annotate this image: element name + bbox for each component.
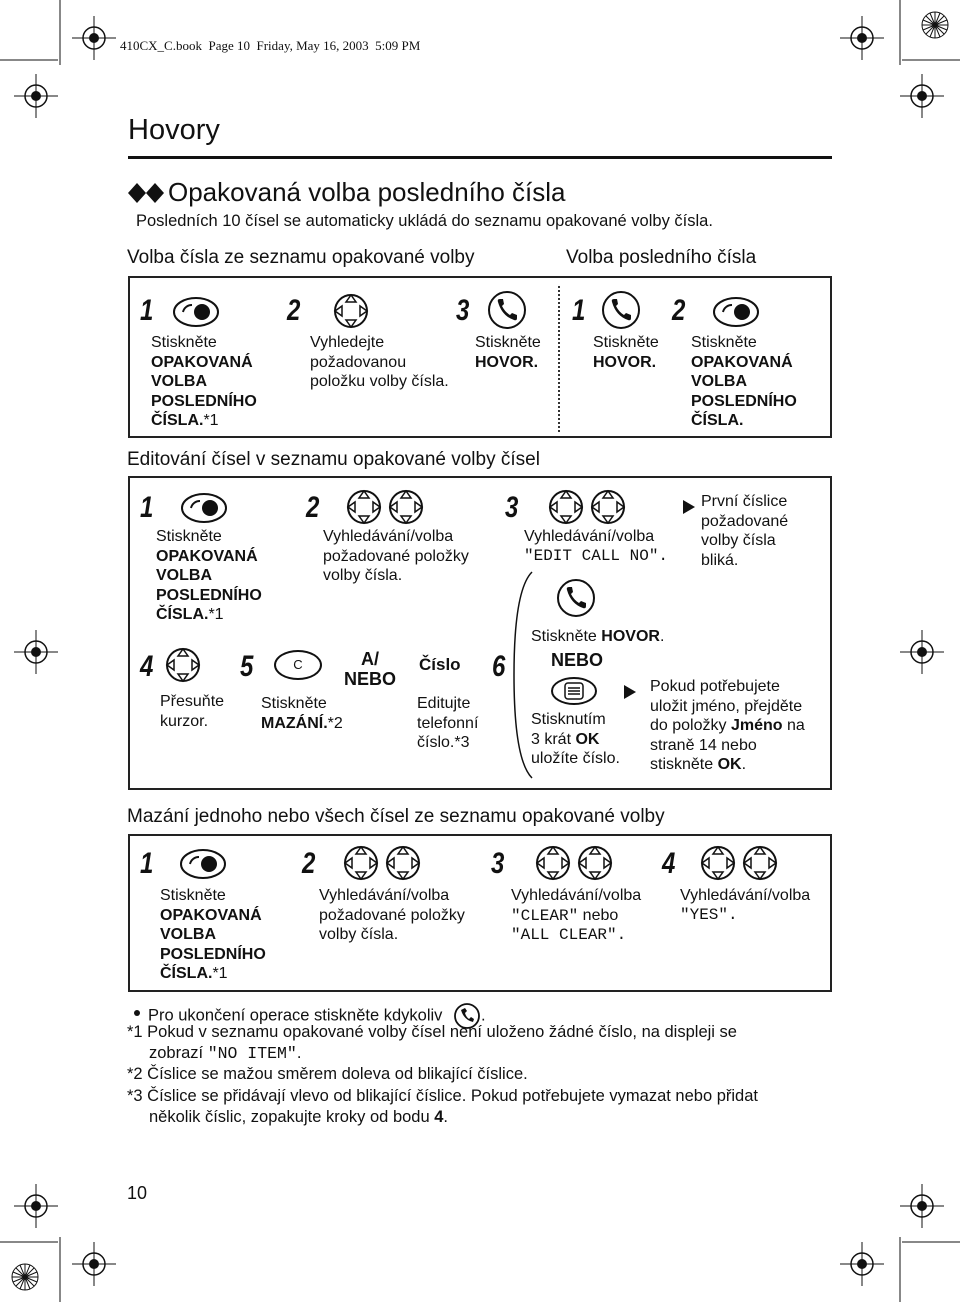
note-3: *3 Číslice se přidávají vlevo od blikající číslice. Pokud potřebujete vymazat nebo přidat několik číslic, zopakujte kroky od bodu 4.	[127, 1087, 758, 1126]
redial-icon	[180, 849, 228, 881]
navigator-icon	[742, 845, 780, 883]
section-intro: Posledních 10 čísel se automaticky ukládá do seznamu opakované volby čísla.	[136, 212, 713, 230]
step-text: Stiskněte OPAKOVANÁ VOLBA POSLEDNÍHO ČÍSLA.*1	[151, 334, 257, 429]
or-label: NEBO	[551, 650, 604, 670]
step-text: Stisknutím 3 krát OK uložíte číslo.	[531, 711, 620, 767]
or-nebo-label: NEBO	[344, 669, 397, 689]
navigator-icon	[333, 293, 371, 331]
talk-icon	[556, 578, 598, 620]
chapter-title: Hovory	[128, 114, 220, 146]
bullet-dot	[134, 1010, 140, 1016]
step-text: Stiskněte OPAKOVANÁ VOLBA POSLEDNÍHO ČÍSLA.	[691, 334, 797, 429]
note-bullet: Pro ukončení operace stiskněte kdykoliv .	[148, 1002, 486, 1030]
navigator-icon	[548, 489, 586, 527]
step-number: 4	[140, 650, 154, 683]
step-number: 1	[140, 294, 154, 327]
first-digit-note: První číslice požadované volby čísla bliká.	[701, 493, 789, 569]
navigator-icon	[385, 845, 423, 883]
talk-icon	[487, 290, 529, 332]
navigator-icon	[535, 845, 573, 883]
talk-icon	[601, 290, 643, 332]
step-text: Vyhledávání/volba požadované položky volby čísla.	[323, 528, 469, 584]
navigator-icon	[577, 845, 615, 883]
navigator-icon	[388, 489, 426, 527]
save-name-note: Pokud potřebujete uložit jméno, přejděte do položky Jméno na straně 14 nebo stiskněte OK.	[650, 678, 805, 773]
step-text: Vyhledávání/volba "EDIT CALL NO".	[524, 528, 669, 565]
step-number: 2	[306, 491, 320, 524]
note-2: *2 Číslice se mažou směrem doleva od blikající číslice.	[127, 1065, 528, 1083]
clear-key: C	[274, 650, 322, 680]
edit-heading: Editování čísel v seznamu opakované volby čísel	[127, 449, 540, 470]
number-label: Číslo	[419, 655, 461, 674]
step-number: 1	[572, 294, 586, 327]
step-number: 4	[662, 847, 676, 880]
step-text: Stiskněte OPAKOVANÁ VOLBA POSLEDNÍHO ČÍSLA.*1	[160, 887, 266, 982]
step-number: 2	[672, 294, 686, 327]
note-1: *1 Pokud v seznamu opakované volby čísel není uloženo žádné číslo, na displeji se zobrazí "NO ITEM".	[127, 1023, 737, 1063]
redial-icon	[181, 493, 229, 525]
page-number: 10	[127, 1183, 148, 1203]
step-number: 3	[456, 294, 470, 327]
redial-icon	[713, 297, 761, 329]
step-number: 1	[140, 847, 154, 880]
navigator-icon	[343, 845, 381, 883]
step-text: Stiskněte OPAKOVANÁ VOLBA POSLEDNÍHO ČÍSLA.*1	[156, 528, 262, 623]
book-header: 410CX_C.book Page 10 Friday, May 16, 2003 5:09 PM	[120, 38, 421, 53]
or-a-label: A/	[361, 649, 379, 669]
step-number: 2	[302, 847, 316, 880]
arrow-right-icon	[624, 685, 636, 699]
step-text: Vyhledávání/volba "CLEAR" nebo "ALL CLEAR".	[511, 887, 642, 944]
box-divider	[558, 286, 560, 432]
erase-heading: Mazání jednoho nebo všech čísel ze seznamu opakované volby	[127, 806, 665, 827]
step-number: 3	[505, 491, 519, 524]
press-talk-text: Stiskněte HOVOR.	[531, 628, 665, 645]
step-number: 3	[491, 847, 505, 880]
step-text: Vyhledávání/volba požadované položky volby čísla.	[319, 887, 465, 943]
step-number: 6	[492, 650, 506, 683]
step-text: Stiskněte HOVOR.	[593, 334, 659, 371]
navigator-icon	[700, 845, 738, 883]
step-text: Stiskněte MAZÁNÍ.*2	[261, 695, 343, 732]
redial-list-heading: Volba čísla ze seznamu opakované volby	[127, 247, 475, 268]
step-text: Stiskněte HOVOR.	[475, 334, 541, 371]
section-title: Opakovaná volba posledního čísla	[168, 177, 566, 207]
arrow-right-icon	[683, 500, 695, 514]
step-number: 2	[287, 294, 301, 327]
step-number: 5	[240, 650, 254, 683]
navigator-icon	[590, 489, 628, 527]
navigator-icon	[165, 647, 203, 685]
menu-icon	[550, 677, 600, 707]
step-number: 1	[140, 491, 154, 524]
navigator-icon	[346, 489, 384, 527]
diamond-bullet-icon	[128, 183, 166, 203]
step-text: Přesuňte kurzor.	[160, 693, 225, 730]
redial-icon	[173, 297, 221, 329]
step-text: Vyhledejte požadovanou položku volby čísla.	[310, 334, 449, 390]
last-redial-heading: Volba posledního čísla	[566, 247, 757, 268]
step-text: Vyhledávání/volba "YES".	[680, 887, 811, 924]
step-text: Editujte telefonní číslo.*3	[417, 695, 479, 751]
chapter-rule	[128, 156, 832, 159]
